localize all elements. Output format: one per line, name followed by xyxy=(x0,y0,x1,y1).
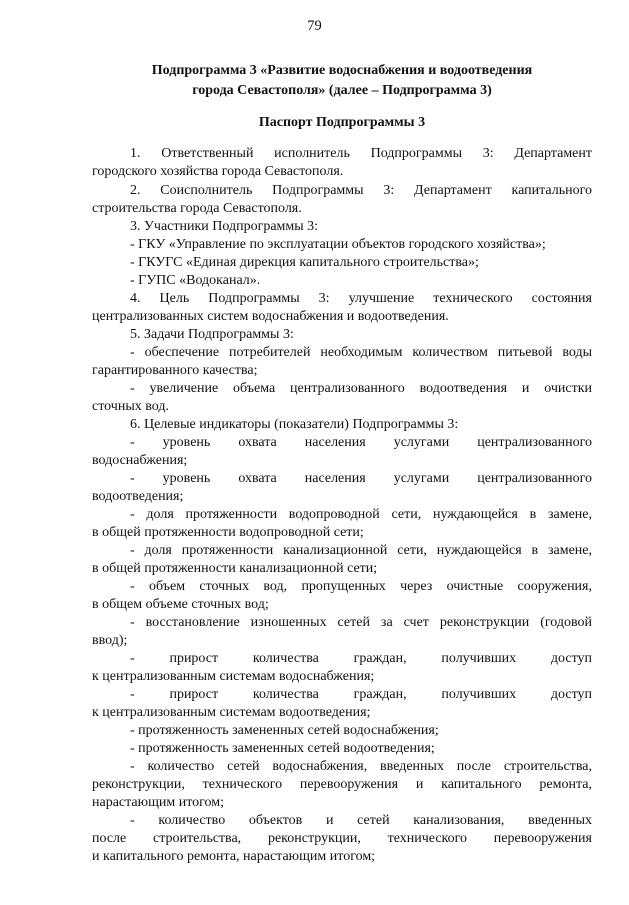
text-line: реконструкции, технического перевооружения и капитального ремонта, xyxy=(92,777,592,792)
text-line: в общей протяженности канализационной сети; xyxy=(92,561,378,576)
text-line: - уровень охвата населения услугами централизованного xyxy=(130,471,592,486)
text-line: - прирост количества граждан, получивших доступ xyxy=(130,651,592,666)
text-line: 1. Ответственный исполнитель Подпрограммы 3: Департамент xyxy=(130,146,592,161)
text-line: 5. Задачи Подпрограммы 3: xyxy=(130,327,294,342)
text-line: к централизованным системам водоотведения; xyxy=(92,705,371,720)
text-line: - доля протяженности канализационной сети, нуждающейся в замене, xyxy=(130,543,592,558)
text-line: - количество сетей водоснабжения, введенных после строительства, xyxy=(130,759,592,774)
text-line: - протяженность замененных сетей водоотведения; xyxy=(130,741,435,756)
text-line: нарастающим итогом; xyxy=(92,795,225,810)
text-line: в общем объеме сточных вод; xyxy=(92,597,269,612)
subprogram-title-line-1: Подпрограмма 3 «Развитие водоснабжения и водоотведения xyxy=(151,63,533,78)
text-line: и капитального ремонта, нарастающим итогом; xyxy=(92,849,376,864)
text-line: 3. Участники Подпрограммы 3: xyxy=(130,219,319,234)
subprogram-title-line-2: города Севастополя» (далее – Подпрограмма 3) xyxy=(192,83,492,98)
text-line: - уровень охвата населения услугами централизованного xyxy=(130,435,592,450)
text-line: сточных вод. xyxy=(92,399,169,414)
text-line: 6. Целевые индикаторы (показатели) Подпрограммы 3: xyxy=(130,417,459,432)
text-line: - ГКУГС «Единая дирекция капитального строительства»; xyxy=(130,255,479,270)
text-line: ввод); xyxy=(92,633,128,648)
text-line: - увеличение объема централизованного водоотведения и очистки xyxy=(130,381,592,396)
text-line: - доля протяженности водопроводной сети, нуждающейся в замене, xyxy=(130,507,592,522)
text-line: - объем сточных вод, пропущенных через очистные сооружения, xyxy=(130,579,592,594)
text-line: в общей протяженности водопроводной сети; xyxy=(92,525,364,540)
text-line: после строительства, реконструкции, технического перевооружения xyxy=(92,831,592,846)
text-line: - обеспечение потребителей необходимым количеством питьевой воды xyxy=(130,345,592,360)
text-line: - протяженность замененных сетей водоснабжения; xyxy=(130,723,439,738)
text-line: гарантированного качества; xyxy=(92,363,258,378)
text-line: - прирост количества граждан, получивших доступ xyxy=(130,687,592,702)
text-line: 2. Соисполнитель Подпрограммы 3: Департамент капитального xyxy=(130,183,592,198)
text-line: - восстановление изношенных сетей за счет реконструкции (годовой xyxy=(130,615,592,630)
text-line: - ГУПС «Водоканал». xyxy=(130,273,261,288)
text-line: водоотведения; xyxy=(92,489,184,504)
text-line: к централизованным системам водоснабжения; xyxy=(92,669,375,684)
text-line: - количество объектов и сетей канализования, введенных xyxy=(130,813,592,828)
passport-heading: Паспорт Подпрограммы 3 xyxy=(258,115,426,130)
text-line: городского хозяйства города Севастополя. xyxy=(92,164,344,179)
text-line: 4. Цель Подпрограммы 3: улучшение технического состояния xyxy=(130,291,592,306)
page-number: 79 xyxy=(307,18,322,34)
text-line: водоснабжения; xyxy=(92,453,188,468)
text-line: строительства города Севастополя. xyxy=(92,201,302,216)
text-line: - ГКУ «Управление по эксплуатации объектов городского хозяйства»; xyxy=(130,237,546,252)
text-line: централизованных систем водоснабжения и водоотведения. xyxy=(92,309,449,324)
